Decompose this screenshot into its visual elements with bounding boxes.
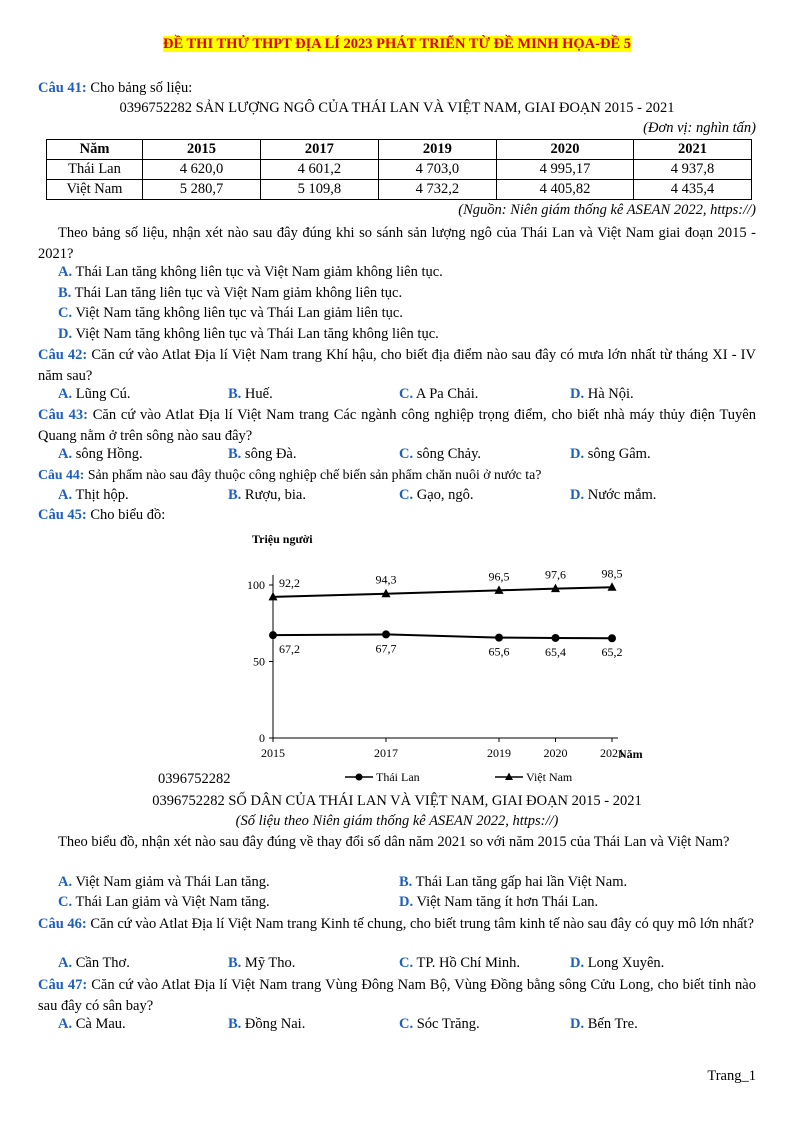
- q45-phone: 0396752282: [158, 771, 231, 787]
- table-header-cell: 2015: [143, 140, 261, 160]
- table-header-cell: 2021: [634, 140, 752, 160]
- legend-label-viet-nam: Việt Nam: [526, 770, 573, 784]
- table-cell: 4 703,0: [378, 160, 496, 180]
- series-line-thai-lan: [273, 634, 612, 638]
- q43-option-c[interactable]: C. sông Chảy.: [399, 446, 482, 462]
- q41-option-c[interactable]: C. Việt Nam tăng không liên tục và Thái Lan giảm liên tục.: [58, 305, 403, 321]
- table-header-cell: 2019: [378, 140, 496, 160]
- x-axis-label: Năm: [618, 747, 643, 761]
- table-cell: 4 995,17: [496, 160, 633, 180]
- table-cell: 4 435,4: [634, 180, 752, 200]
- q47-option-a[interactable]: A. Cà Mau.: [58, 1016, 126, 1032]
- chart-series: [269, 566, 623, 659]
- q46-option-b[interactable]: B. Mỹ Tho.: [228, 955, 296, 971]
- x-tick-label: 2015: [261, 746, 285, 760]
- q42-option-d[interactable]: D. Hà Nội.: [570, 386, 634, 402]
- chart-legend: [345, 770, 573, 784]
- q43-option-b[interactable]: B. sông Đà.: [228, 446, 297, 462]
- y-tick-label: 0: [259, 731, 265, 745]
- q45-chart-title: 0396752282 SỐ DÂN CỦA THÁI LAN VÀ VIỆT NAM, GIAI ĐOẠN 2015 - 2021: [152, 793, 642, 809]
- data-label: 65,4: [545, 644, 566, 659]
- q43-question: Câu 43: Căn cứ vào Atlat Địa lí Việt Nam trang Các ngành công nghiệp trọng điểm, cho biết nhà máy thủy điện Tuyên Quang nằm ở trên sông nào sau đây?: [38, 407, 756, 444]
- data-label: 94,3: [375, 572, 397, 587]
- data-point: [552, 634, 560, 642]
- y-tick-label: 50: [253, 654, 265, 669]
- x-tick-label: 2020: [543, 746, 568, 760]
- q41-table-title: 0396752282 SẢN LƯỢNG NGÔ CỦA THÁI LAN VÀ VIỆT NAM, GIAI ĐOẠN 2015 - 2021: [119, 100, 675, 116]
- data-label: 65,6: [488, 644, 510, 659]
- q45-chart-source: (Số liệu theo Niên giám thống kê ASEAN 2022, https://): [235, 813, 559, 829]
- q41-question: Theo bảng số liệu, nhận xét nào sau đây đúng khi so sánh sản lượng ngô của Thái Lan và Việt Nam giai đoạn 2015 - 2021?: [38, 225, 756, 262]
- q46-option-d[interactable]: D. Long Xuyên.: [570, 955, 665, 971]
- q41-intro: Câu 41: Cho bảng số liệu:: [38, 80, 193, 96]
- table-header-cell: 2020: [496, 140, 633, 160]
- table-cell: 4 620,0: [143, 160, 261, 180]
- q45-option-c[interactable]: C. Thái Lan giảm và Việt Nam tăng.: [58, 894, 270, 910]
- q45-option-a[interactable]: A. Việt Nam giảm và Thái Lan tăng.: [58, 874, 270, 890]
- table-header-cell: Năm: [47, 140, 143, 160]
- table-cell: 5 109,8: [260, 180, 378, 200]
- q47-question: Câu 47: Căn cứ vào Atlat Địa lí Việt Nam trang Vùng Đông Nam Bộ, Vùng Đồng bằng sông Cửu Long, cho biết tỉnh nào sau đây có sân bay?: [38, 977, 756, 1014]
- data-point: [269, 631, 277, 639]
- table-cell: 4 732,2: [378, 180, 496, 200]
- q41-unit: (Đơn vị: nghìn tấn): [643, 120, 756, 136]
- q42-option-a[interactable]: A. Lũng Cú.: [58, 386, 131, 402]
- q42-question: Câu 42: Căn cứ vào Atlat Địa lí Việt Nam trang Khí hậu, cho biết địa điểm nào sau đây có mưa lớn nhất từ tháng XI - IV năm sau?: [38, 347, 756, 384]
- legend-marker-circle: [356, 774, 363, 781]
- q45-option-b[interactable]: B. Thái Lan tăng gấp hai lần Việt Nam.: [399, 874, 628, 890]
- q46-option-a[interactable]: A. Cần Thơ.: [58, 955, 130, 971]
- data-label: 67,2: [279, 642, 300, 657]
- q42-option-b[interactable]: B. Huế.: [228, 386, 273, 402]
- q44-option-c[interactable]: C. Gạo, ngô.: [399, 487, 474, 503]
- y-axis-label: Triệu người: [252, 532, 313, 546]
- data-point: [495, 634, 503, 642]
- x-tick-label: 2019: [487, 746, 511, 760]
- data-label: 92,2: [279, 575, 300, 590]
- data-label: 67,7: [375, 641, 397, 656]
- q45-intro: Câu 45: Cho biểu đồ:: [38, 507, 166, 523]
- q43-option-a[interactable]: A. sông Hồng.: [58, 446, 143, 462]
- q41-option-b[interactable]: B. Thái Lan tăng liên tục và Việt Nam giảm không liên tục.: [58, 285, 403, 301]
- q42-option-c[interactable]: C. A Pa Chải.: [399, 386, 479, 402]
- q46-option-c[interactable]: C. TP. Hồ Chí Minh.: [399, 955, 521, 971]
- data-label: 96,5: [488, 569, 510, 584]
- table-cell: Thái Lan: [47, 160, 143, 180]
- q41-option-d[interactable]: D. Việt Nam tăng không liên tục và Thái Lan tăng không liên tục.: [58, 326, 439, 342]
- table-header-cell: 2017: [260, 140, 378, 160]
- data-label: 98,5: [601, 566, 623, 581]
- page-number: Trang_1: [707, 1068, 756, 1084]
- q41-option-a[interactable]: A. Thái Lan tăng không liên tục và Việt Nam giảm không liên tục.: [58, 264, 443, 280]
- table-cell: Việt Nam: [47, 180, 143, 200]
- table-cell: 4 937,8: [634, 160, 752, 180]
- q41-source: (Nguồn: Niên giám thống kê ASEAN 2022, https://): [458, 202, 756, 218]
- x-tick-label: 2021: [600, 746, 624, 760]
- q43-option-d[interactable]: D. sông Gâm.: [570, 446, 651, 462]
- data-label: 65,2: [601, 645, 623, 660]
- y-tick-label: 100: [247, 578, 265, 592]
- table-cell: 4 405,82: [496, 180, 633, 200]
- q45-option-d[interactable]: D. Việt Nam tăng ít hơn Thái Lan.: [399, 894, 599, 910]
- data-point: [608, 634, 616, 642]
- data-label: 97,6: [545, 567, 566, 582]
- q44-option-d[interactable]: D. Nước mắm.: [570, 487, 657, 503]
- series-line-viet-nam: [273, 587, 612, 597]
- q47-option-c[interactable]: C. Sóc Trăng.: [399, 1016, 480, 1032]
- q44-option-b[interactable]: B. Rượu, bia.: [228, 487, 306, 503]
- page-title: ĐỀ THI THỬ THPT ĐỊA LÍ 2023 PHÁT TRIỂN TỪ ĐỀ MINH HỌA-ĐỀ 5: [163, 36, 631, 52]
- q47-option-b[interactable]: B. Đồng Nai.: [228, 1016, 306, 1032]
- q46-question: Câu 46: Căn cứ vào Atlat Địa lí Việt Nam trang Kinh tế chung, cho biết trung tâm kinh tế nào sau đây có quy mô lớn nhất?: [38, 916, 754, 932]
- legend-label-thai-lan: Thái Lan: [376, 770, 420, 784]
- x-tick-label: 2017: [374, 746, 398, 760]
- q47-option-d[interactable]: D. Bến Tre.: [570, 1016, 638, 1032]
- data-point: [382, 630, 390, 638]
- q44-question: Câu 44: Sản phẩm nào sau đây thuộc công nghiệp chế biến sản phẩm chăn nuôi ở nước ta?: [38, 467, 542, 482]
- table-cell: 5 280,7: [143, 180, 261, 200]
- q45-question: Theo biểu đồ, nhận xét nào sau đây đúng về thay đổi số dân năm 2021 so với năm 2015 của Thái Lan và Việt Nam?: [58, 834, 730, 850]
- table-cell: 4 601,2: [260, 160, 378, 180]
- q44-option-a[interactable]: A. Thịt hộp.: [58, 487, 129, 503]
